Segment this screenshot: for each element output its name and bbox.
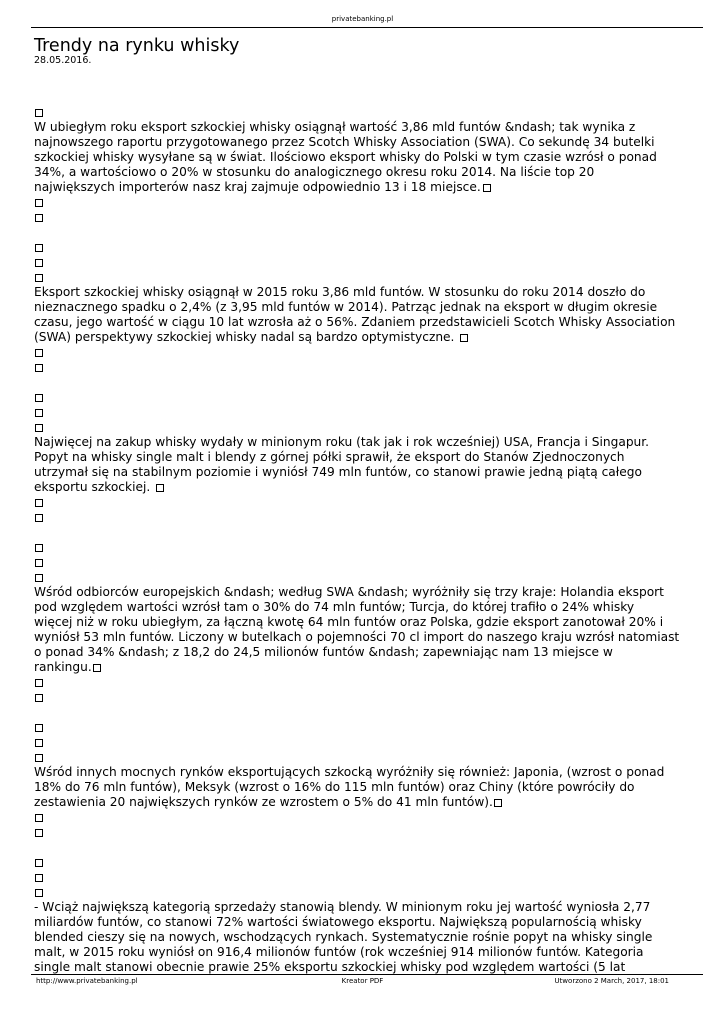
placeholder-glyph-box: [34, 420, 684, 435]
text-line: o ponad 34% &ndash; z 18,2 do 24,5 milionów funtów &ndash; zapewniając nam 13 miejsce w: [34, 645, 613, 659]
text-line: pod względem wartości wzrósł tam o 30% do 74 mln funtów; Turcja, do której trafiło o 24% whisky: [34, 600, 635, 614]
placeholder-glyph-box: [34, 195, 684, 210]
text-line: wyniósł 53 mln funtów. Liczony w butelkach o pojemności 70 cl import do naszego kraju wzrósł natomiast: [34, 630, 680, 644]
text-line: Popyt na whisky single malt i blendy z górnej półki sprawił, że eksport do Stanów Zjednoczonych: [34, 450, 625, 464]
header-divider: [31, 27, 703, 28]
footer-url: http://www.privatebanking.pl: [36, 977, 138, 985]
placeholder-glyph-box: [34, 570, 684, 585]
text-line: utrzymał się na stabilnym poziomie i wyniósł 749 mln funtów, co stanowi prawie jedną piątą całego: [34, 465, 642, 479]
text-line: 18% do 76 mln funtów), Meksyk (wzrost o 16% do 115 mln funtów) oraz Chiny (które powróciły do: [34, 780, 635, 794]
text-line: najnowszego raportu przygotowanego przez Scotch Whisky Association (SWA). Co sekundę 34 butelki: [34, 135, 655, 149]
article-body: [34, 90, 684, 974]
text-line: więcej niż w roku ubiegłym, za łączną kwotę 64 mln funtów oraz Polska, gdzie eksport zanotował 20% i: [34, 615, 664, 629]
placeholder-glyph-box: [34, 540, 684, 555]
text-line-end: eksportu szkockiej.: [34, 480, 684, 495]
paragraph: [34, 285, 684, 345]
text-line: - Wciąż największą kategorią sprzedaży stanowią blendy. W minionym roku jej wartość wyniosła 2,77: [34, 900, 651, 914]
placeholder-glyph-box: [34, 810, 684, 825]
page-header-site: privatebanking.pl: [331, 15, 394, 23]
placeholder-glyph-box: [34, 675, 684, 690]
text-line-end: (SWA) perspektywy szkockiej whisky nadal są bardzo optymistyczne.: [34, 330, 684, 345]
spacer: [34, 375, 684, 390]
placeholder-glyph-box: [34, 495, 684, 510]
placeholder-glyph-box: [34, 855, 684, 870]
text-line: Wśród innych mocnych rynków eksportujących szkocką wyróżniły się również: Japonia, (wzrost o ponad: [34, 765, 665, 779]
placeholder-glyph-box: [34, 105, 684, 120]
placeholder-glyph-box: [34, 510, 684, 525]
text-line: czasu, jego wartość w ciągu 10 lat wzrosła aż o 56%. Zdaniem przedstawicieli Scotch Whisky Association: [34, 315, 676, 329]
footer-divider: [31, 974, 703, 975]
placeholder-glyph-box: [93, 664, 101, 672]
text-line: W ubiegłym roku eksport szkockiej whisky osiągnął wartość 3,86 mld funtów &ndash; tak wynika z: [34, 120, 636, 134]
footer-creator: Kreator PDF: [341, 977, 384, 985]
placeholder-glyph-box: [34, 360, 684, 375]
text-line: szkockiej whisky wysyłane są w świat. Ilościowo eksport whisky do Polski w tym czasie wzrósł o ponad: [34, 150, 657, 164]
text-line-end: największych importerów nasz kraj zajmuje odpowiednio 13 i 18 miejsce.: [34, 180, 684, 195]
text-line: Najwięcej na zakup whisky wydały w minionym roku (tak jak i rok wcześniej) USA, Francja i Singapur.: [34, 435, 650, 449]
placeholder-glyph-box: [483, 184, 491, 192]
placeholder-glyph-box: [34, 390, 684, 405]
placeholder-glyph-box: [460, 334, 468, 342]
spacer: [34, 90, 684, 105]
spacer: [34, 525, 684, 540]
placeholder-glyph-box: [34, 345, 684, 360]
text-line: nieznacznego spadku o 2,4% (z 3,95 mld funtów w 2014). Patrząc jednak na eksport w długim okresie: [34, 300, 658, 314]
placeholder-glyph-box: [34, 240, 684, 255]
paragraph: [34, 900, 684, 974]
spacer: [34, 705, 684, 720]
placeholder-glyph-box: [34, 255, 684, 270]
placeholder-glyph-box: [34, 825, 684, 840]
text-line: single malt stanowi obecnie prawie 25% eksportu szkockiej whisky pod względem wartości (5 lat: [34, 960, 626, 974]
text-line-end: rankingu.: [34, 660, 684, 675]
spacer: [34, 225, 684, 240]
placeholder-glyph-box: [34, 735, 684, 750]
placeholder-glyph-box: [494, 799, 502, 807]
footer-created-date: Utworzono 2 March, 2017, 18:01: [554, 977, 669, 985]
paragraph: [34, 435, 684, 495]
text-line: blended cieszy się na nowych, wschodzących rynkach. Systematycznie rośnie popyt na whisky single: [34, 930, 653, 944]
placeholder-glyph-box: [34, 690, 684, 705]
article-date: 28.05.2016.: [34, 55, 92, 66]
placeholder-glyph-box: [34, 405, 684, 420]
placeholder-glyph-box: [34, 555, 684, 570]
text-line: malt, w 2015 roku wyniósł on 916,4 milionów funtów (rok wcześniej 914 milionów funtów. Kategoria: [34, 945, 644, 959]
paragraph: [34, 120, 684, 195]
text-line-end: zestawienia 20 największych rynków ze wzrostem o 5% do 41 mln funtów).: [34, 795, 684, 810]
article-title: Trendy na rynku whisky: [34, 36, 240, 56]
paragraph: [34, 765, 684, 810]
placeholder-glyph-box: [156, 484, 164, 492]
text-line: Eksport szkockiej whisky osiągnął w 2015 roku 3,86 mld funtów. W stosunku do roku 2014 doszło do: [34, 285, 646, 299]
text-line: Wśród odbiorców europejskich &ndash; według SWA &ndash; wyróżniły się trzy kraje: Holandia eksport: [34, 585, 664, 599]
placeholder-glyph-box: [34, 720, 684, 735]
text-line: 34%, a wartościowo o 20% w stosunku do analogicznego okresu roku 2014. Na liście top 20: [34, 165, 595, 179]
placeholder-glyph-box: [34, 870, 684, 885]
text-line: miliardów funtów, co stanowi 72% wartości światowego eksportu. Największą popularnością whisky: [34, 915, 642, 929]
placeholder-glyph-box: [34, 270, 684, 285]
spacer: [34, 840, 684, 855]
placeholder-glyph-box: [34, 750, 684, 765]
placeholder-glyph-box: [34, 210, 684, 225]
placeholder-glyph-box: [34, 885, 684, 900]
paragraph: [34, 585, 684, 675]
